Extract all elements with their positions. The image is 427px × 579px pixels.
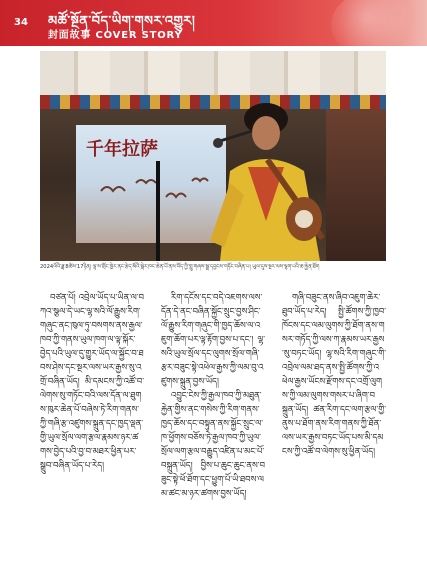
paragraph: འབྱུང་ངེས་ཀྱི་རྒྱལ་ཁབ་ཀྱི་མཐུན་རྐྱེན་གྱིས་ནང་གསེས་ཀྱི་རིག་གནས་ཁྱད་ཆོས་དང་བསྟུན་ནས་སྐྱོང་སྲུང་ལ་ཁ་ཕྱོགས་བཅོས་ཏེ་རྒྱལ་ཁབ་ཀྱི་ཡུལ་སྲོལ་ལག་རྩལ་བརྒྱུད་འཛིན་པ་མང་པོ་བསྐྲུན་ཡོད། བྱིས་པ་ཆུང་ཆུང་ནས་བཟུང་སྟེ་ཕོ་ཐོག་དང་ཕྱུག་པོ་ཡི་ཐབས་ལམ་ཚང་མ་ཉར་ཚགས་བྱས་ཡོད། <box>161 391 265 499</box>
text-column-3 <box>282 291 386 569</box>
tent-canopy <box>40 51 386 95</box>
paragraph: བཙན་པོ། འབྲེལ་ཡོད་པ་ཡིན་ལ་བཀའ་སྩལ་དེ་ཡང་ལྷ་སའི་ལོ་རྒྱུས་རིག་གཞུང་ནང་ཁུལ་ཏུ་བསགས་ནས་རྒྱལ་ཁབ་ཀྱི་གནས་ཡུལ་ཁག་ལ་ལྟ་སྐོར་བྱེད་པའི་ཡུལ་དུ་གྱུར་ཡོད་ལ་སྐྱོང་བ་ཐབས་ཤེས་དང་སྔར་ལས་ཡར་རྒྱས་སུ་འགྲོ་བཞིན་ཡོད། མི་དམངས་ཀྱི་འཚོ་བ་ལེགས་སུ་གཏོང་བའི་ལས་དོན་ལ་ཐུགས་ཁུར་ཆེན་པོ་བཞེས་ཏེ་རིག་གནས་ཀྱི་གཞི་རྩ་འཛུགས་སྐྲུན་དང་ཁྱད་ལྡན་གྱི་ཡུལ་སྲོལ་ལག་རྩལ་རྣམས་ཉར་ཚགས་བྱེད་པའི་བྱ་བ་མཐར་ཕྱིན་པར་སྒྲུབ་བཞིན་ཡོད་པ་རེད། <box>40 293 144 471</box>
magazine-title: མཚོ་སྔོན་བོད་ཡིག་གསར་འགྱུར། <box>48 14 196 29</box>
feature-photo <box>40 51 386 261</box>
page-header <box>0 0 427 46</box>
singer-figure <box>200 91 350 261</box>
article-body <box>40 291 386 569</box>
paragraph: གཞི་བཟུང་ནས་ཞིབ་འཇུག་ཆེར་ཐུབ་ཡོད་པ་རེད། སྤྱི་ཚོགས་ཀྱི་ཁྱབ་ཁོངས་དང་ལམ་ལུགས་ཀྱི་ཐོག་ནས་གསར་གཏོད་ཀྱི་ལས་ཀ་རྣམས་ཡར་རྒྱས་སུ་བཏང་ཡོད། ལྷ་སའི་རིག་གཞུང་གི་འབྲེལ་ལམ་ཐད་ནས་སྤྱི་ཚོགས་ཀྱི་འཕེལ་རྒྱས་ཡོངས་རྫོགས་དང་འགྲོ་ལུགས་ཀྱི་ལམ་ལུགས་གསར་པ་ཞིག་བསྐྲུན་ཡོད། ཚན་རིག་དང་ལག་རྩལ་གྱི་ནུས་པ་ཐོག་ནས་རིག་གནས་ཀྱི་ཐོན་ལས་ཡར་རྒྱས་བཏང་ཡོད་པས་མི་དམངས་ཀྱི་འཚོ་བ་ལེགས་སུ་ཕྱིན་ཡོད། <box>282 293 386 457</box>
text-column-1 <box>40 291 144 569</box>
photo-caption: 2024ལོའི་ཟླ་8ཚེས་17ཉིན། ལྷ་ས་གྲོང་ཁྱེར་ནང་རྩེད་མོའི་སྒེར་ཁང་ཆེན་པོ་ནས་བོད་ཀྱི་གླུ་གཞས་སྒྲ་དབྱངས་གཏོང་བཞིན་པ། ཡུལ་དུས་སྔར་ལས་ལྷག་པའི་ཆ་རྐྱེན་ཐོག <box>40 264 320 270</box>
paragraph: རིག་དངོས་དང་བདེ་འཇགས་ལས་དོན་དེ་ནང་བཞིན་སྐྱོང་སྲུང་བྱས་ཤིང་ལོ་རྒྱུས་རིག་གཞུང་གི་ཁྱད་ཆོས་ལ་འཇུག་ཆོག་པར་ལྟ་རྟོག་བྱས་པ་དང་། ལྷ་སའི་ཡུལ་སྲོལ་དང་ལུགས་སྲོལ་གཞི་རྩར་བཟུང་སྟེ་འཕེལ་རྒྱས་ཀྱི་ལམ་བུ་འཛུགས་སྐྲུན་བྱས་ཡོད། <box>161 293 265 387</box>
text-column-2 <box>161 291 265 569</box>
page-number: 34 <box>14 17 28 28</box>
header-decoration <box>331 0 421 46</box>
screen-text: 千年拉萨 <box>86 139 158 160</box>
microphone-stand <box>156 161 160 261</box>
section-label: 封面故事 COVER STORY <box>48 30 183 41</box>
